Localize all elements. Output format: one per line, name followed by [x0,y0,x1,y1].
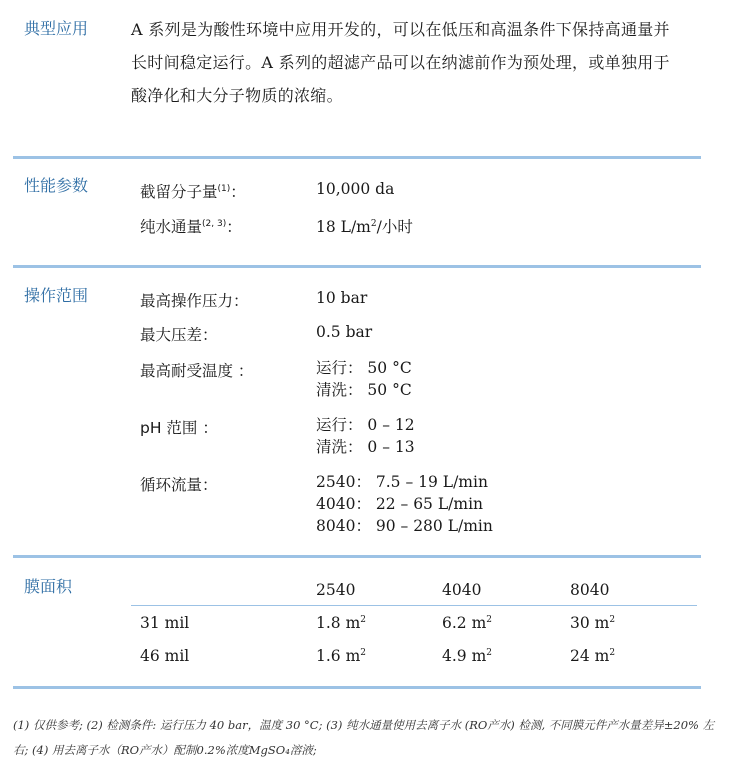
area-cell: 30 $m^2$ [570,614,616,632]
flux-value-suffix: /小时 [376,218,413,236]
area-cell: 24 $m^2$ [570,647,616,665]
column-header-2540: 2540 [316,581,356,599]
row-label: 31 mil [140,614,190,632]
max-temp-label: 最高耐受温度 ： [140,362,254,380]
footnote-line: 右; (4) 用去离子水（RO产水）配制0.2%浓度MgSO₄溶液; [13,743,317,757]
flux-label [140,215,242,237]
ph-clean: 清洗： 0 – 13 [316,438,415,456]
flow-8040: 8040： 90 – 280 L/min [316,517,493,535]
mwco-label-text: 截留分子量 [140,183,218,201]
ph-range-values [316,414,415,458]
membrane-area-heading: 膜面积 [24,577,73,596]
area-cell: 1.6 $m^2$ [316,647,367,665]
flow-2540: 2540： 7.5 – 19 L/min [316,473,488,491]
ph-run: 运行： 0 – 12 [316,416,415,434]
column-header-8040: 8040 [570,581,610,599]
ph-range-label: pH 范围 ： [140,419,218,437]
typical-application-text [131,13,701,112]
area-cell: 6.2 $m^2$ [442,614,493,632]
section-divider [13,265,701,268]
flux-label-text: 纯水通量 [140,218,203,236]
max-pressure-label: 最高操作压力： [140,292,249,310]
mwco-label [140,180,246,202]
mwco-value: 10,000 da [316,180,395,198]
flux-footnote-ref: (2, 3) [202,218,227,229]
max-dp-label: 最大压差： [140,326,218,344]
footnote-line: (1) 仅供参考; (2) 检测条件: 运行压力 40 bar，温度 30 °C; (3) 纯水通量使用去离子水 (RO产水) 检测, 不同膜元件产水量差异±20% 左 [13,718,715,732]
temp-clean: 清洗： 50 °C [316,381,412,399]
area-cell: 1.8 $m^2$ [316,614,367,632]
flux-unit-sup: 2 [370,218,377,229]
performance-heading: 性能参数 [24,176,89,195]
typical-application-heading: 典型应用 [24,19,89,38]
area-cell: 4.9 $m^2$ [442,647,493,665]
footnote [13,713,718,763]
flux-colon: ： [226,218,242,236]
flux-value [316,215,413,237]
mwco-footnote-ref: (1) [217,183,231,194]
column-header-4040: 4040 [442,581,482,599]
flux-value-text: 18 L/m [316,218,371,236]
circulation-flow-label: 循环流量： [140,476,218,494]
typical-application-line: A 系列是为酸性环境中应用开发的，可以在低压和高温条件下保持高通量并 [131,20,670,39]
max-temp-values [316,357,412,401]
typical-application-line: 酸净化和大分子物质的浓缩。 [131,86,343,105]
table-header-rule [131,605,697,606]
circulation-flow-values [316,471,493,537]
section-divider [13,686,701,689]
section-divider [13,555,701,558]
row-label: 46 mil [140,647,190,665]
typical-application-line: 长时间稳定运行。A 系列的超滤产品可以在纳滤前作为预处理，或单独用于 [131,53,670,72]
max-dp-value: 0.5 bar [316,323,373,341]
mwco-colon: ： [230,183,246,201]
max-pressure-value: 10 bar [316,289,368,307]
temp-run: 运行： 50 °C [316,359,412,377]
operating-range-heading: 操作范围 [24,286,89,305]
flow-4040: 4040： 22 – 65 L/min [316,495,484,513]
section-divider [13,156,701,159]
